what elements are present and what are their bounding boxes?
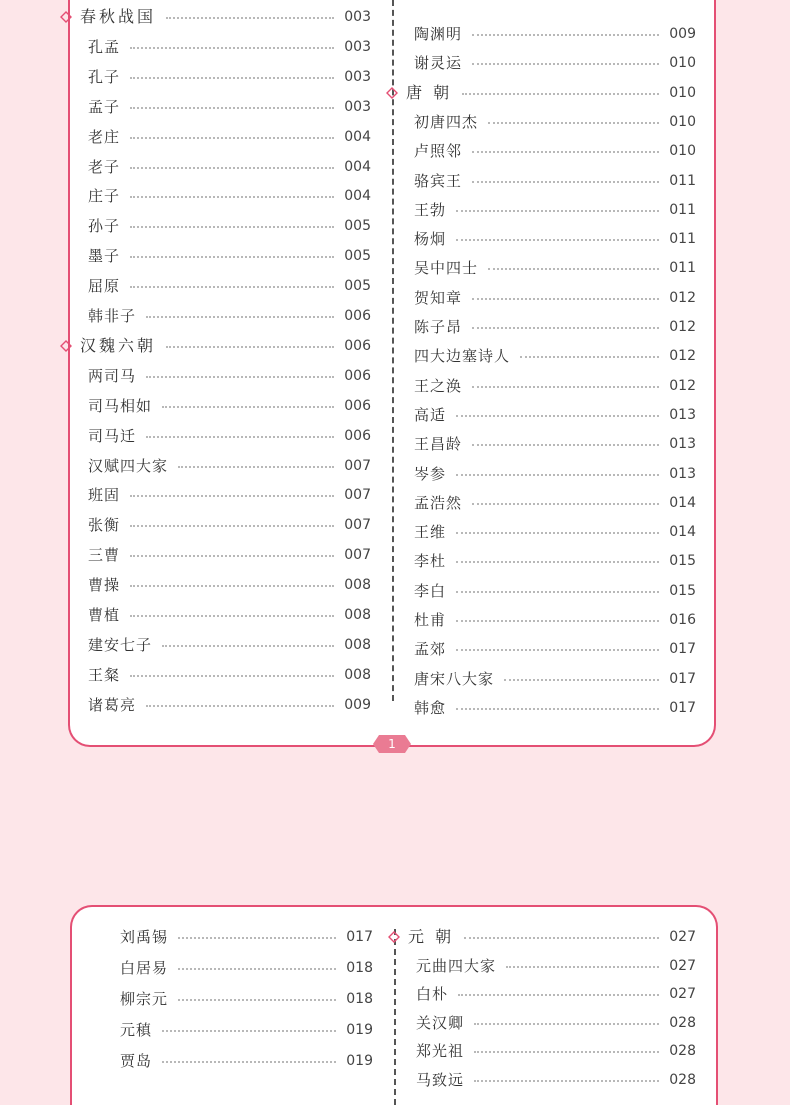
toc-entry[interactable] bbox=[416, 1068, 696, 1092]
toc-entry[interactable] bbox=[88, 483, 371, 507]
toc-entry[interactable] bbox=[120, 987, 373, 1011]
toc-entry[interactable] bbox=[88, 244, 371, 268]
toc-entry-title: 杜甫 bbox=[414, 611, 447, 629]
toc-entry[interactable] bbox=[88, 35, 371, 59]
toc-entry-page: 014 bbox=[669, 494, 696, 511]
toc-entry[interactable] bbox=[414, 227, 696, 251]
toc-entry[interactable] bbox=[88, 214, 371, 238]
toc-entry[interactable] bbox=[414, 462, 696, 486]
dot-leader bbox=[146, 436, 334, 438]
toc-entry-title: 老子 bbox=[88, 157, 121, 176]
toc-entry-title: 司马迁 bbox=[88, 426, 137, 445]
toc-entry-title: 关汉卿 bbox=[416, 1013, 465, 1032]
dot-leader bbox=[472, 63, 659, 65]
toc-entry-title: 孟子 bbox=[88, 97, 121, 116]
dot-leader bbox=[458, 994, 659, 996]
diamond-marker-icon bbox=[60, 11, 72, 23]
toc-entry-page: 018 bbox=[346, 960, 373, 976]
dot-leader bbox=[456, 561, 659, 563]
dot-leader bbox=[130, 615, 334, 617]
toc-entry-page: 012 bbox=[669, 289, 696, 306]
toc-entry-page: 027 bbox=[669, 957, 696, 974]
dot-leader bbox=[462, 93, 659, 95]
toc-entry[interactable] bbox=[414, 432, 696, 456]
toc-entry[interactable] bbox=[120, 1049, 373, 1073]
dot-leader bbox=[474, 1023, 659, 1025]
toc-entry-page: 017 bbox=[346, 929, 373, 945]
toc-entry-page: 015 bbox=[669, 582, 696, 599]
toc-entry-title: 汉赋四大家 bbox=[88, 456, 169, 475]
toc-entry-title: 孟浩然 bbox=[414, 493, 463, 512]
toc-entry-page: 013 bbox=[669, 465, 696, 482]
toc-entry[interactable] bbox=[88, 603, 371, 627]
toc-entry-title: 刘禹锡 bbox=[120, 928, 169, 946]
toc-entry-page: 011 bbox=[669, 172, 696, 189]
toc-page-2 bbox=[70, 905, 718, 1105]
toc-entry-page: 009 bbox=[344, 696, 371, 713]
toc-entry-page: 003 bbox=[344, 68, 371, 85]
toc-entry-page: 003 bbox=[344, 98, 371, 115]
toc-entry-page: 006 bbox=[344, 337, 371, 354]
toc-entry-title: 三曹 bbox=[88, 546, 121, 565]
toc-entry-page: 003 bbox=[344, 9, 371, 25]
dot-leader bbox=[130, 525, 334, 527]
toc-section-heading[interactable] bbox=[60, 5, 371, 29]
dot-leader bbox=[464, 937, 659, 939]
toc-entry-title: 白朴 bbox=[416, 985, 449, 1004]
toc-entry[interactable] bbox=[414, 344, 696, 368]
toc-entry[interactable] bbox=[120, 956, 373, 980]
toc-entry[interactable] bbox=[414, 579, 696, 603]
toc-entry[interactable] bbox=[414, 491, 696, 515]
toc-entry-title: 王粲 bbox=[88, 665, 121, 684]
toc-entry[interactable] bbox=[416, 1039, 696, 1063]
dot-leader bbox=[504, 679, 659, 681]
toc-entry[interactable] bbox=[88, 65, 371, 89]
toc-entry-title: 陶渊明 bbox=[414, 25, 463, 43]
diamond-marker-icon bbox=[60, 340, 72, 352]
toc-entry-page: 007 bbox=[344, 547, 371, 564]
toc-entry-title: 庄子 bbox=[88, 187, 121, 206]
toc-entry-title: 唐宋八大家 bbox=[414, 669, 495, 688]
toc-entry[interactable] bbox=[414, 520, 696, 544]
toc-entry[interactable] bbox=[416, 1011, 696, 1035]
toc-entry-page: 017 bbox=[669, 641, 696, 658]
toc-entry[interactable] bbox=[414, 549, 696, 573]
toc-entry-page: 028 bbox=[669, 1014, 696, 1031]
toc-entry-page: 003 bbox=[344, 38, 371, 55]
toc-entry-title: 元曲四大家 bbox=[416, 956, 497, 975]
column-divider bbox=[392, 0, 394, 701]
dot-leader bbox=[488, 122, 659, 124]
toc-entry[interactable] bbox=[414, 286, 696, 310]
toc-entry-title: 四大边塞诗人 bbox=[414, 347, 511, 366]
toc-entry[interactable] bbox=[88, 693, 371, 717]
toc-entry-page: 010 bbox=[669, 113, 696, 130]
toc-entry-title: 吴中四士 bbox=[414, 259, 479, 278]
toc-entry-title: 曹植 bbox=[88, 606, 121, 624]
dot-leader bbox=[166, 17, 334, 19]
dot-leader bbox=[146, 316, 334, 318]
toc-section-heading[interactable] bbox=[386, 81, 696, 105]
toc-entry[interactable] bbox=[416, 982, 696, 1006]
toc-entry-title: 元 朝 bbox=[408, 927, 455, 946]
toc-entry-page: 004 bbox=[344, 128, 371, 145]
dot-leader bbox=[456, 591, 659, 593]
toc-entry-title: 杨炯 bbox=[414, 230, 447, 249]
toc-entry[interactable] bbox=[88, 304, 371, 328]
toc-entry[interactable] bbox=[120, 1018, 373, 1042]
toc-entry[interactable] bbox=[416, 954, 696, 978]
dot-leader bbox=[520, 356, 659, 358]
toc-entry-page: 028 bbox=[669, 1072, 696, 1088]
toc-entry[interactable] bbox=[414, 198, 696, 222]
toc-entry[interactable] bbox=[414, 22, 696, 46]
toc-entry[interactable] bbox=[414, 637, 696, 661]
dot-leader bbox=[130, 555, 334, 557]
toc-entry-title: 唐 朝 bbox=[406, 82, 453, 102]
toc-entry-title: 高适 bbox=[414, 405, 447, 424]
toc-entry[interactable] bbox=[88, 125, 371, 149]
toc-entry[interactable] bbox=[88, 663, 371, 687]
dot-leader bbox=[472, 181, 659, 183]
toc-entry[interactable] bbox=[414, 608, 696, 632]
toc-entry-title: 马致远 bbox=[416, 1071, 465, 1089]
toc-entry-title: 曹操 bbox=[88, 576, 121, 595]
toc-entry-page: 010 bbox=[669, 143, 696, 160]
toc-entry-page: 016 bbox=[669, 612, 696, 628]
toc-entry-title: 岑参 bbox=[414, 464, 447, 483]
toc-entry[interactable] bbox=[414, 315, 696, 339]
dot-leader bbox=[162, 1061, 336, 1063]
toc-entry-page: 027 bbox=[669, 929, 696, 945]
toc-entry[interactable] bbox=[88, 454, 371, 478]
toc-entry[interactable] bbox=[414, 256, 696, 280]
toc-entry-title: 王勃 bbox=[414, 200, 447, 219]
dot-leader bbox=[130, 495, 334, 497]
dot-leader bbox=[474, 1080, 659, 1082]
toc-entry[interactable] bbox=[88, 573, 371, 597]
dot-leader bbox=[162, 1030, 336, 1032]
toc-entry-title: 建安七子 bbox=[88, 635, 153, 654]
toc-entry-title: 诸葛亮 bbox=[88, 695, 137, 714]
toc-entry-title: 张衡 bbox=[88, 516, 121, 535]
toc-entry-page: 011 bbox=[669, 260, 696, 277]
toc-entry-title: 柳宗元 bbox=[120, 990, 169, 1008]
toc-entry-title: 王之涣 bbox=[414, 376, 463, 395]
toc-entry-title: 孔子 bbox=[88, 67, 121, 86]
toc-entry-page: 006 bbox=[344, 397, 371, 414]
toc-entry[interactable] bbox=[88, 424, 371, 448]
dot-leader bbox=[178, 937, 336, 939]
toc-entry-page: 013 bbox=[669, 406, 696, 423]
toc-entry-title: 孔孟 bbox=[88, 37, 121, 56]
toc-entry-title: 王昌龄 bbox=[414, 435, 463, 454]
dot-leader bbox=[130, 77, 334, 79]
toc-entry-page: 008 bbox=[344, 666, 371, 683]
dot-leader bbox=[506, 966, 659, 968]
toc-entry-title: 谢灵运 bbox=[414, 54, 463, 73]
toc-entry-title: 韩非子 bbox=[88, 307, 137, 325]
toc-entry-page: 012 bbox=[669, 377, 696, 394]
page-number: 1 bbox=[388, 737, 396, 751]
toc-entry[interactable] bbox=[88, 155, 371, 179]
toc-entry-title: 郑光祖 bbox=[416, 1042, 465, 1061]
toc-entry-page: 014 bbox=[669, 524, 696, 541]
toc-entry-page: 010 bbox=[669, 84, 696, 101]
toc-entry-page: 007 bbox=[344, 487, 371, 504]
toc-entry[interactable] bbox=[414, 139, 696, 163]
toc-section-heading[interactable] bbox=[60, 334, 371, 358]
toc-entry[interactable] bbox=[414, 374, 696, 398]
toc-entry[interactable] bbox=[414, 667, 696, 691]
toc-entry[interactable] bbox=[414, 51, 696, 75]
toc-entry-title: 班固 bbox=[88, 486, 121, 505]
toc-entry-page: 008 bbox=[344, 636, 371, 653]
toc-entry-page: 005 bbox=[344, 248, 371, 265]
toc-entry-title: 卢照邻 bbox=[414, 142, 463, 161]
dot-leader bbox=[472, 503, 659, 505]
toc-entry-title: 初唐四杰 bbox=[414, 112, 479, 131]
dot-leader bbox=[178, 968, 336, 970]
toc-entry-page: 010 bbox=[669, 55, 696, 72]
dot-leader bbox=[488, 268, 659, 270]
toc-entry-title: 王维 bbox=[414, 523, 447, 542]
dot-leader bbox=[472, 34, 659, 36]
dot-leader bbox=[166, 346, 334, 348]
column-divider bbox=[394, 929, 396, 1105]
dot-leader bbox=[472, 444, 659, 446]
toc-page-1 bbox=[68, 0, 716, 747]
diamond-marker-icon bbox=[386, 87, 398, 99]
dot-leader bbox=[130, 675, 334, 677]
toc-entry-page: 011 bbox=[669, 201, 696, 218]
toc-entry-title: 骆宾王 bbox=[414, 171, 463, 190]
dot-leader bbox=[146, 376, 334, 378]
toc-entry[interactable] bbox=[414, 110, 696, 134]
toc-entry-title: 元稹 bbox=[120, 1021, 153, 1039]
dot-leader bbox=[178, 466, 334, 468]
dot-leader bbox=[130, 107, 334, 109]
toc-entry-page: 008 bbox=[344, 577, 371, 594]
toc-entry-title: 孙子 bbox=[88, 217, 121, 236]
toc-entry-page: 012 bbox=[669, 319, 696, 335]
dot-leader bbox=[146, 705, 334, 707]
dot-leader bbox=[472, 386, 659, 388]
toc-entry-page: 019 bbox=[346, 1022, 373, 1038]
toc-entry-title: 汉魏六朝 bbox=[80, 335, 157, 355]
toc-entry-title: 墨子 bbox=[88, 247, 121, 266]
dot-leader bbox=[474, 1051, 659, 1053]
toc-entry-page: 015 bbox=[669, 553, 696, 570]
toc-entry-page: 008 bbox=[344, 607, 371, 623]
toc-entry[interactable] bbox=[88, 633, 371, 657]
toc-entry[interactable] bbox=[88, 364, 371, 388]
dot-leader bbox=[162, 406, 334, 408]
diamond-marker-icon bbox=[388, 931, 400, 943]
dot-leader bbox=[456, 474, 659, 476]
dot-leader bbox=[130, 585, 334, 587]
dot-leader bbox=[130, 196, 334, 198]
toc-entry[interactable] bbox=[414, 696, 696, 720]
toc-entry-page: 006 bbox=[344, 308, 371, 324]
toc-entry-page: 013 bbox=[669, 436, 696, 453]
toc-entry-title: 陈子昂 bbox=[414, 318, 463, 336]
dot-leader bbox=[130, 137, 334, 139]
dot-leader bbox=[130, 256, 334, 258]
dot-leader bbox=[472, 151, 659, 153]
dot-leader bbox=[130, 47, 334, 49]
toc-entry-page: 006 bbox=[344, 367, 371, 384]
dot-leader bbox=[456, 649, 659, 651]
toc-entry-page: 011 bbox=[669, 231, 696, 248]
toc-entry-page: 004 bbox=[344, 188, 371, 205]
toc-entry-title: 白居易 bbox=[120, 959, 169, 977]
toc-entry-page: 012 bbox=[669, 348, 696, 365]
dot-leader bbox=[456, 532, 659, 534]
toc-section-heading[interactable] bbox=[388, 925, 696, 949]
toc-entry-page: 009 bbox=[669, 26, 696, 42]
toc-entry[interactable] bbox=[88, 513, 371, 537]
dot-leader bbox=[178, 999, 336, 1001]
toc-entry[interactable] bbox=[414, 169, 696, 193]
toc-entry-title: 李白 bbox=[414, 581, 447, 600]
toc-entry-page: 027 bbox=[669, 986, 696, 1003]
dot-leader bbox=[456, 620, 659, 622]
dot-leader bbox=[130, 226, 334, 228]
toc-entry[interactable] bbox=[120, 925, 373, 949]
toc-entry-page: 007 bbox=[344, 457, 371, 474]
toc-entry-title: 韩愈 bbox=[414, 698, 447, 717]
toc-entry-page: 018 bbox=[346, 991, 373, 1007]
toc-entry-page: 007 bbox=[344, 517, 371, 534]
dot-leader bbox=[456, 210, 659, 212]
toc-entry-page: 017 bbox=[669, 670, 696, 687]
toc-entry-title: 司马相如 bbox=[88, 396, 153, 415]
toc-entry-title: 李杜 bbox=[414, 552, 447, 571]
toc-entry-page: 005 bbox=[344, 218, 371, 235]
dot-leader bbox=[456, 708, 659, 710]
toc-entry-page: 005 bbox=[344, 278, 371, 295]
toc-entry-title: 贺知章 bbox=[414, 288, 463, 307]
toc-entry[interactable] bbox=[88, 95, 371, 119]
dot-leader bbox=[456, 415, 659, 417]
toc-entry-page: 004 bbox=[344, 158, 371, 175]
toc-entry[interactable] bbox=[414, 403, 696, 427]
dot-leader bbox=[130, 167, 334, 169]
toc-entry-title: 两司马 bbox=[88, 366, 137, 385]
toc-entry-title: 春秋战国 bbox=[80, 7, 157, 26]
dot-leader bbox=[472, 298, 659, 300]
dot-leader bbox=[472, 327, 659, 329]
toc-entry-page: 006 bbox=[344, 427, 371, 444]
dot-leader bbox=[456, 239, 659, 241]
toc-entry-title: 贾岛 bbox=[120, 1052, 153, 1070]
dot-leader bbox=[130, 286, 334, 288]
toc-entry-title: 老庄 bbox=[88, 127, 121, 146]
toc-entry[interactable] bbox=[88, 274, 371, 298]
page-number-badge bbox=[373, 735, 411, 753]
toc-entry[interactable] bbox=[88, 543, 371, 567]
toc-entry-title: 屈原 bbox=[88, 277, 121, 296]
toc-entry-page: 028 bbox=[669, 1043, 696, 1060]
toc-entry[interactable] bbox=[88, 394, 371, 418]
toc-entry-page: 019 bbox=[346, 1053, 373, 1069]
dot-leader bbox=[162, 645, 334, 647]
toc-entry-title: 孟郊 bbox=[414, 640, 447, 659]
toc-entry-page: 017 bbox=[669, 699, 696, 716]
toc-entry[interactable] bbox=[88, 184, 371, 208]
